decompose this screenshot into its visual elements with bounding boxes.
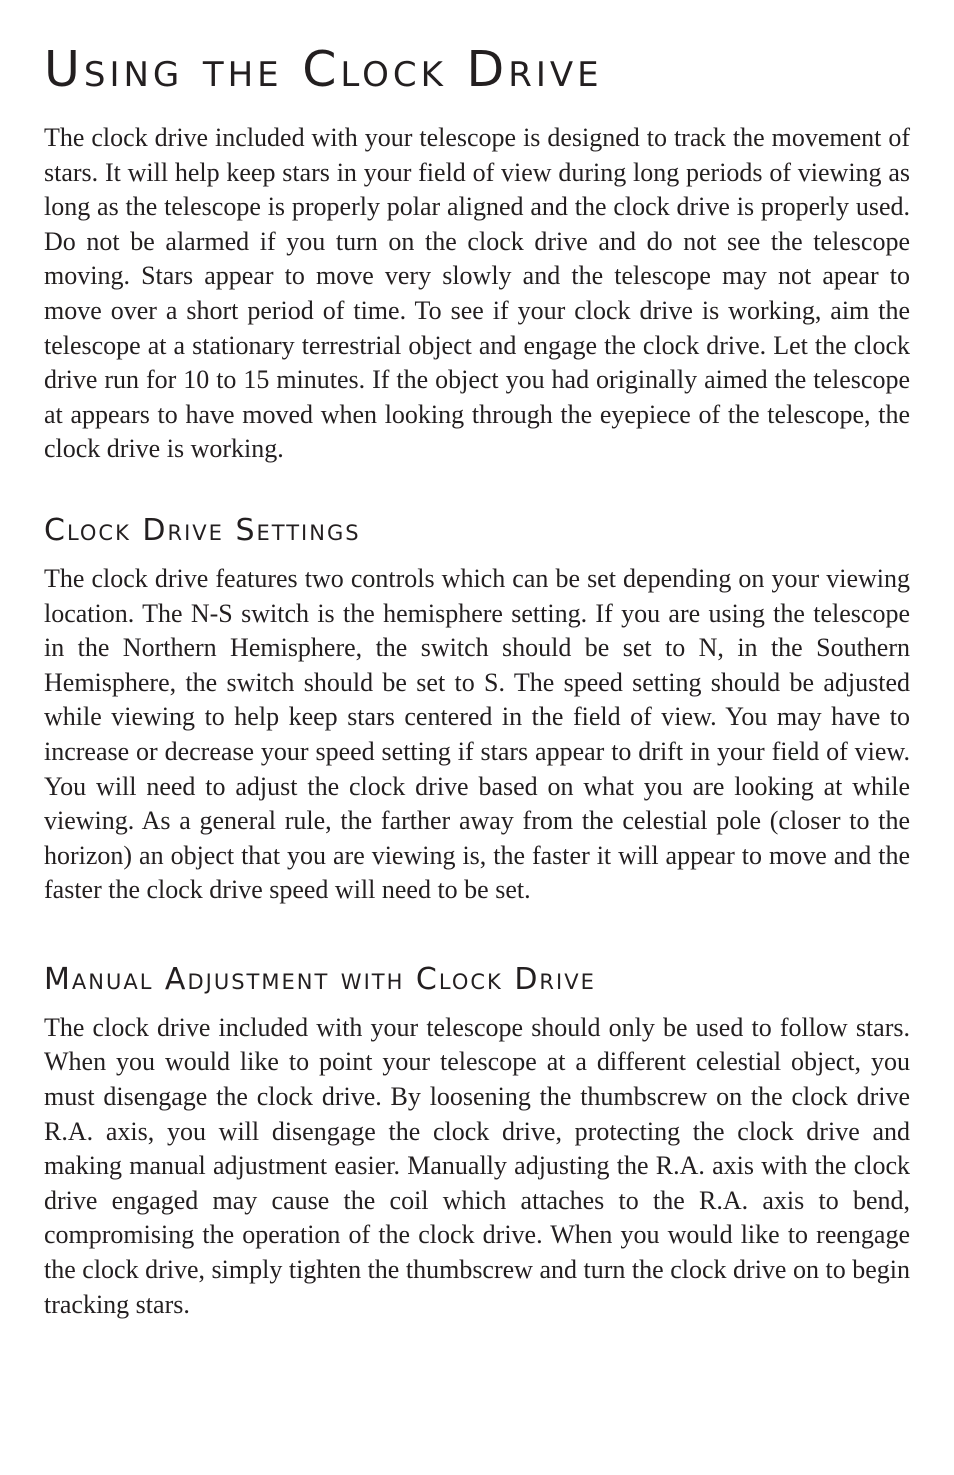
document-page [44, 40, 910, 1322]
intro-paragraph: The clock drive included with your telescope is designed to track the movement of stars. It will help keep stars in your field of view during long periods of viewing as long as the telescope is properly polar aligned and the clock drive is properly used. Do not be alarmed if you turn on the clock drive and do not see the telescope moving. Stars appear to move very slowly and the telescope may not apear to move over a short period of time. To see if your clock drive is working, aim the telescope at a stationary terrestrial object and engage the clock drive. Let the clock drive run for 10 to 15 minutes. If the object you had originally aimed the telescope at appears to have moved when looking through the eyepiece of the telescope, the clock drive is working. [44, 123, 910, 464]
manual-adjustment-heading: Manual Adjustment with Clock Drive [44, 961, 596, 997]
clock-drive-settings-paragraph: The clock drive features two controls which can be set depending on your viewing location. The N-S switch is the hemisphere setting. If you are using the telescope in the Northern Hemisphere, the switch should be set to N, in the Southern Hemisphere, the switch should be set to S. The speed setting should be adjusted while viewing to help keep stars centered in the field of view. You may have to increase or decrease your speed setting if stars appear to drift in your field of view. You will need to adjust the clock drive based on what you are looking at while viewing. As a general rule, the farther away from the celestial pole (closer to the horizon) an object that you are viewing is, the faster it will appear to move and the faster the clock drive speed will need to be set. [44, 563, 910, 905]
manual-adjustment-paragraph: The clock drive included with your telescope should only be used to follow stars. When you would like to point your telescope at a different celestial object, you must disengage the clock drive. By loosening the thumbscrew on the clock drive R.A. axis, you will disengage the clock drive, protecting the clock drive and making manual adjustment easier. Manually adjusting the R.A. axis with the clock drive engaged may cause the coil which attaches to the R.A. axis to bend, compromising the operation of the clock drive. When you would like to reengage the clock drive, simply tighten the thumbscrew and turn the clock drive on to begin tracking stars. [44, 1012, 910, 1319]
clock-drive-settings-heading: Clock Drive Settings [44, 512, 361, 548]
page-title: Using the Clock Drive [44, 41, 603, 98]
